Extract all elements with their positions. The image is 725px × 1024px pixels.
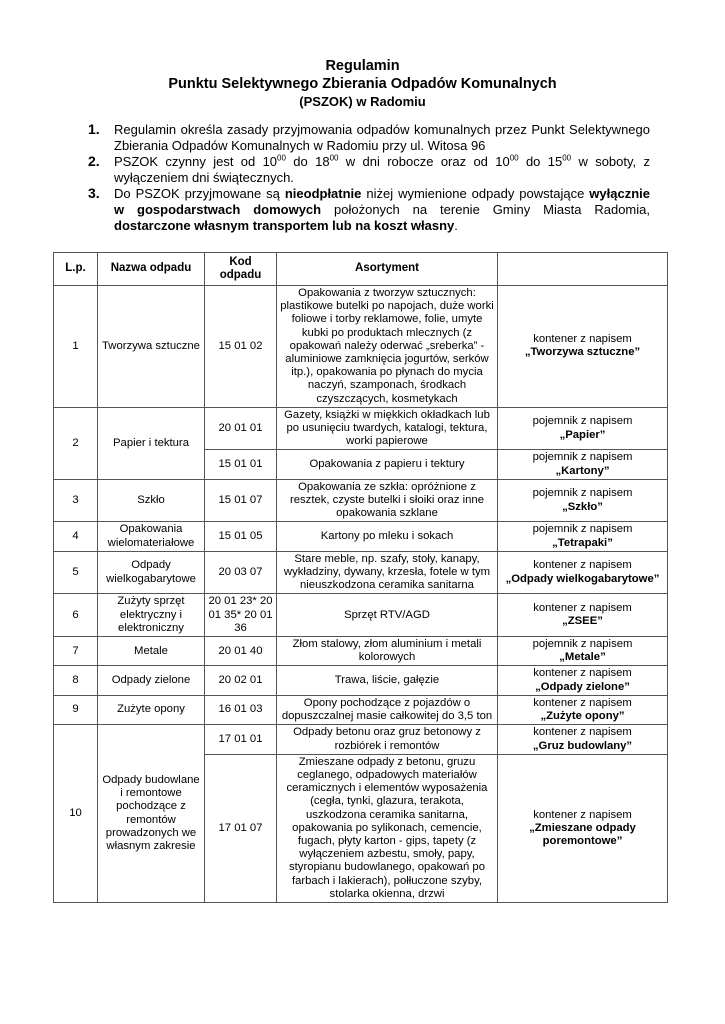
cell-lp: 5 <box>54 551 98 594</box>
rule-number: 2. <box>88 153 100 170</box>
document-subtitle-2: (PSZOK) w Radomiu <box>299 94 426 109</box>
cell-name: Metale <box>98 637 205 666</box>
cell-container: kontener z napisem „Zmieszane odpady poremontowe” <box>498 754 668 902</box>
cell-code: 16 01 03 <box>205 695 277 724</box>
cell-desc: Zmieszane odpady z betonu, gruzu ceglanego, odpadowych materiałów ceramicznych i elementów wyposażenia (cegła, tynki, glazura, terakota, uszkodzona ceramika sanitarna, opakowania po sylikonach, cemencie, fugach, płyty karton - gips, tapety (z wyłączeniem azbestu, smoły, papy, styropianu budowlanego, opakowań po farbach i lakierach), połłuczone szyby, stolarka okienna, drzwi <box>277 754 498 902</box>
cell-code: 20 01 23* 20 01 35* 20 01 36 <box>205 594 277 637</box>
table-row <box>54 522 668 551</box>
table-row <box>54 637 668 666</box>
cell-code: 20 01 40 <box>205 637 277 666</box>
cell-lp: 4 <box>54 522 98 551</box>
cell-name: Odpady zielone <box>98 666 205 695</box>
cell-container: pojemnik z napisem „Papier” <box>498 407 668 450</box>
cell-container: pojemnik z napisem „Metale” <box>498 637 668 666</box>
cell-code: 20 01 01 <box>205 407 277 450</box>
cell-desc: Złom stalowy, złom aluminium i metali kolorowych <box>277 637 498 666</box>
cell-lp: 2 <box>54 407 98 479</box>
cell-code: 20 02 01 <box>205 666 277 695</box>
table-row <box>54 479 668 522</box>
table-row <box>54 286 668 408</box>
rule-number: 1. <box>88 121 100 137</box>
cell-container: kontener z napisem „Odpady wielkogabarytowe” <box>498 551 668 594</box>
cell-container: kontener z napisem „Gruz budowlany” <box>498 725 668 754</box>
cell-lp: 10 <box>54 725 98 903</box>
cell-code: 15 01 07 <box>205 479 277 522</box>
cell-lp: 3 <box>54 479 98 522</box>
cell-desc: Odpady betonu oraz gruz betonowy z rozbiórek i remontów <box>277 725 498 754</box>
cell-name: Zużyty sprzęt elektryczny i elektroniczny <box>98 594 205 637</box>
cell-name: Papier i tektura <box>98 407 205 479</box>
column-header: Asortyment <box>277 253 498 286</box>
cell-code: 20 03 07 <box>205 551 277 594</box>
column-header <box>498 253 668 286</box>
rule-text: PSZOK czynny jest od $10^{00}$ do $18^{00}$ w dni robocze oraz od $10^{00}$ do $15^{00}$ w soboty, z wyłączeniem dni świątecznych. <box>114 153 650 185</box>
cell-container: pojemnik z napisem „Szkło” <box>498 479 668 522</box>
cell-code: 15 01 05 <box>205 522 277 551</box>
cell-lp: 6 <box>54 594 98 637</box>
rule-number: 3. <box>88 185 100 202</box>
cell-container: kontener z napisem „Tworzywa sztuczne” <box>498 286 668 408</box>
waste-table <box>53 252 668 903</box>
rule-1 <box>88 122 650 153</box>
cell-name: Tworzywa sztuczne <box>98 286 205 408</box>
cell-desc: Kartony po mleku i sokach <box>277 522 498 551</box>
cell-name: Odpady wielkogabarytowe <box>98 551 205 594</box>
cell-code: 15 01 01 <box>205 450 277 479</box>
cell-desc: Opakowania z tworzyw sztucznych: plastikowe butelki po napojach, duże worki foliowe i torby reklamowe, folie, umyte kubki po produktach mlecznych (z opakowań należy oderwać „sreberka” - aluminiowe zamknięcia jogurtów, serków itp.), opakowania po płynach do mycia naczyń, szamponach, środkach czyszczących, kosmetykach <box>277 286 498 408</box>
document-subtitle: Punktu Selektywnego Zbierania Odpadów Komunalnych <box>168 76 557 92</box>
table-row <box>54 725 668 754</box>
table-row <box>54 666 668 695</box>
cell-lp: 9 <box>54 695 98 724</box>
table-row <box>54 695 668 724</box>
table-row <box>54 594 668 637</box>
rule-3 <box>88 186 650 233</box>
rule-text: Regulamin określa zasady przyjmowania odpadów komunalnych przez Punkt Selektywnego Zbierania Odpadów Komunalnych w Radomiu przy ul. Witosa 96 <box>114 122 650 153</box>
cell-desc: Opakowania ze szkła: opróżnione z resztek, czyste butelki i słoiki oraz inne opakowania szklane <box>277 479 498 522</box>
column-header: Kod odpadu <box>205 253 277 286</box>
cell-desc: Trawa, liście, gałęzie <box>277 666 498 695</box>
cell-lp: 7 <box>54 637 98 666</box>
cell-desc: Opony pochodzące z pojazdów o dopuszczalnej masie całkowitej do 3,5 ton <box>277 695 498 724</box>
cell-desc: Stare meble, np. szafy, stoły, kanapy, wykładziny, dywany, krzesła, fotele w tym nieuszkodzona ceramika sanitarna <box>277 551 498 594</box>
cell-desc: Sprzęt RTV/AGD <box>277 594 498 637</box>
cell-code: 17 01 07 <box>205 754 277 902</box>
cell-code: 17 01 01 <box>205 725 277 754</box>
table-header-row <box>54 253 668 286</box>
column-header: L.p. <box>54 253 98 286</box>
rule-text: Do PSZOK przyjmowane są nieodpłatnie niżej wymienione odpady powstające wyłącznie w gospodarstwach domowych położonych na terenie Gminy Miasta Radomia, dostarczone własnym transportem lub na koszt własny. <box>114 186 650 233</box>
rule-2 <box>88 154 650 185</box>
document-title: Regulamin <box>325 58 400 74</box>
cell-lp: 1 <box>54 286 98 408</box>
cell-desc: Opakowania z papieru i tektury <box>277 450 498 479</box>
cell-container: kontener z napisem „Zużyte opony” <box>498 695 668 724</box>
cell-container: pojemnik z napisem „Tetrapaki” <box>498 522 668 551</box>
cell-lp: 8 <box>54 666 98 695</box>
column-header: Nazwa odpadu <box>98 253 205 286</box>
cell-code: 15 01 02 <box>205 286 277 408</box>
cell-desc: Gazety, książki w miękkich okładkach lub po usunięciu twardych, katalogi, tektura, worki papierowe <box>277 407 498 450</box>
cell-name: Odpady budowlane i remontowe pochodzące z remontów prowadzonych we własnym zakresie <box>98 725 205 903</box>
cell-container: kontener z napisem „ZSEE” <box>498 594 668 637</box>
table-row <box>54 407 668 450</box>
cell-name: Zużyte opony <box>98 695 205 724</box>
table-row <box>54 551 668 594</box>
rules-list <box>88 122 650 233</box>
cell-container: pojemnik z napisem „Kartony” <box>498 450 668 479</box>
cell-name: Szkło <box>98 479 205 522</box>
cell-name: Opakowania wielomateriałowe <box>98 522 205 551</box>
cell-container: kontener z napisem „Odpady zielone” <box>498 666 668 695</box>
